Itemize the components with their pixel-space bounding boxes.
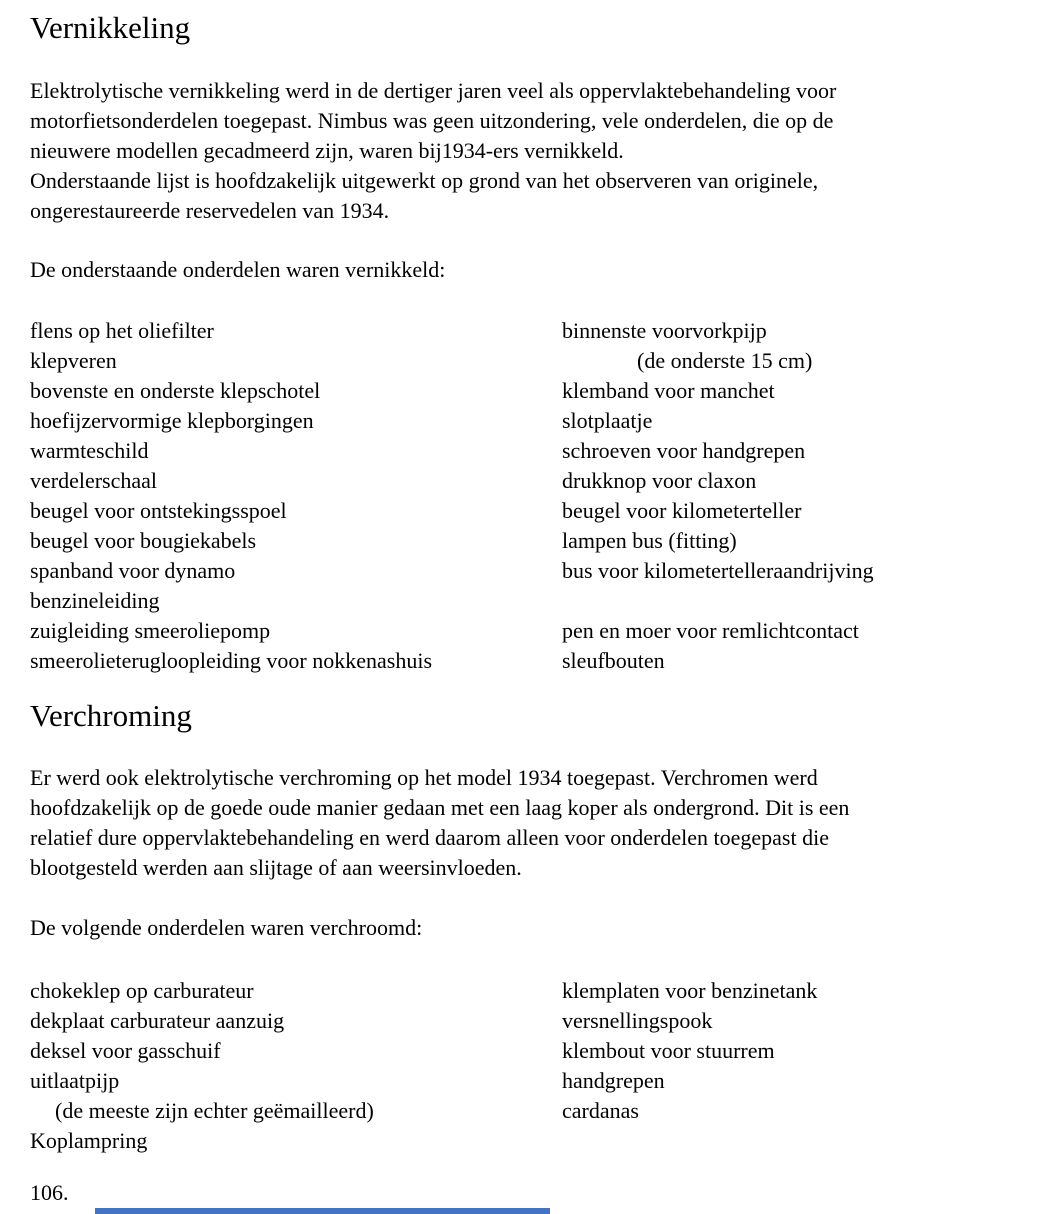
nickel-parts-left-column (30, 316, 562, 676)
list-item: versnellingspook (562, 1008, 713, 1033)
paragraph-line: nieuwere modellen gecadmeerd zijn, waren bij1934-ers vernikkeld. (30, 138, 624, 163)
list-item: smeerolieterugloopleiding voor nokkenashuis (30, 648, 433, 673)
list-item: lampen bus (fitting) (562, 528, 737, 553)
paragraph-line: Onderstaande lijst is hoofdzakelijk uitgewerkt op grond van het observeren van originele, (30, 168, 819, 193)
list-item: zuigleiding smeeroliepomp (30, 618, 271, 643)
chrome-parts-list (30, 976, 1052, 1156)
nickel-intro-paragraph (30, 76, 836, 226)
list-item: schroeven voor handgrepen (562, 438, 806, 463)
list-item: slotplaatje (562, 408, 653, 433)
list-item: binnenste voorvorkpijp (562, 318, 767, 343)
bottom-blue-bar (95, 1208, 550, 1214)
section-heading-vernikkeling: Vernikkeling (30, 10, 191, 45)
list-item: benzineleiding (30, 588, 160, 613)
chrome-parts-left-column (30, 976, 562, 1156)
list-item: beugel voor ontstekingsspoel (30, 498, 287, 523)
nickel-parts-right-column (562, 316, 1052, 676)
list-item: beugel voor bougiekabels (30, 528, 257, 553)
list-item: flens op het oliefilter (30, 318, 214, 343)
list-item: klemplaten voor benzinetank (562, 978, 818, 1003)
list-item: dekplaat carburateur aanzuig (30, 1008, 285, 1033)
list-item: uitlaatpijp (30, 1068, 120, 1093)
paragraph-line: hoofdzakelijk op de goede oude manier gedaan met een laag koper als ondergrond. Dit is een (30, 795, 850, 820)
section-heading-verchroming: Verchroming (30, 698, 192, 733)
list-item: beugel voor kilometerteller (562, 498, 802, 523)
list-item: klemband voor manchet (562, 378, 775, 403)
list-item: sleufbouten (562, 648, 665, 673)
paragraph-line: blootgesteld werden aan slijtage of aan weersinvloeden. (30, 855, 522, 880)
list-item: drukknop voor claxon (562, 468, 757, 493)
paragraph-line: motorfietsonderdelen toegepast. Nimbus was geen uitzondering, vele onderdelen, die op de (30, 108, 834, 133)
list-item: cardanas (562, 1098, 639, 1123)
list-item (562, 1126, 1052, 1156)
paragraph-line: relatief dure oppervlaktebehandeling en werd daarom alleen voor onderdelen toegepast die (30, 825, 829, 850)
list-item: bovenste en onderste klepschotel (30, 378, 321, 403)
list-item: bus voor kilometertelleraandrijving (562, 558, 874, 583)
list-item: (de meeste zijn echter geëmailleerd) (55, 1098, 374, 1123)
list-item: (de onderste 15 cm) (637, 348, 813, 373)
paragraph-line: Er werd ook elektrolytische verchroming op het model 1934 toegepast. Verchromen werd (30, 765, 818, 790)
chrome-parts-right-column (562, 976, 1052, 1156)
chrome-list-intro-line: De volgende onderdelen waren verchroomd: (30, 915, 423, 940)
list-item: klembout voor stuurrem (562, 1038, 775, 1063)
page-number: 106. (30, 1180, 69, 1205)
list-item: pen en moer voor remlichtcontact (562, 618, 859, 643)
list-item: warmteschild (30, 438, 149, 463)
nickel-parts-list (30, 316, 1052, 676)
paragraph-line: ongerestaureerde reservedelen van 1934. (30, 198, 390, 223)
list-item: chokeklep op carburateur (30, 978, 254, 1003)
list-item: Koplampring (30, 1128, 148, 1153)
list-item: spanband voor dynamo (30, 558, 236, 583)
list-item: handgrepen (562, 1068, 665, 1093)
list-item: deksel voor gasschuif (30, 1038, 221, 1063)
list-item (562, 586, 1052, 616)
list-item: hoefijzervormige klepborgingen (30, 408, 314, 433)
paragraph-line: Elektrolytische vernikkeling werd in de dertiger jaren veel als oppervlaktebehandeling voor (30, 78, 837, 103)
list-item: klepveren (30, 348, 117, 373)
chrome-intro-paragraph (30, 763, 849, 883)
nickel-list-intro-line: De onderstaande onderdelen waren vernikkeld: (30, 257, 446, 282)
list-item: verdelerschaal (30, 468, 158, 493)
